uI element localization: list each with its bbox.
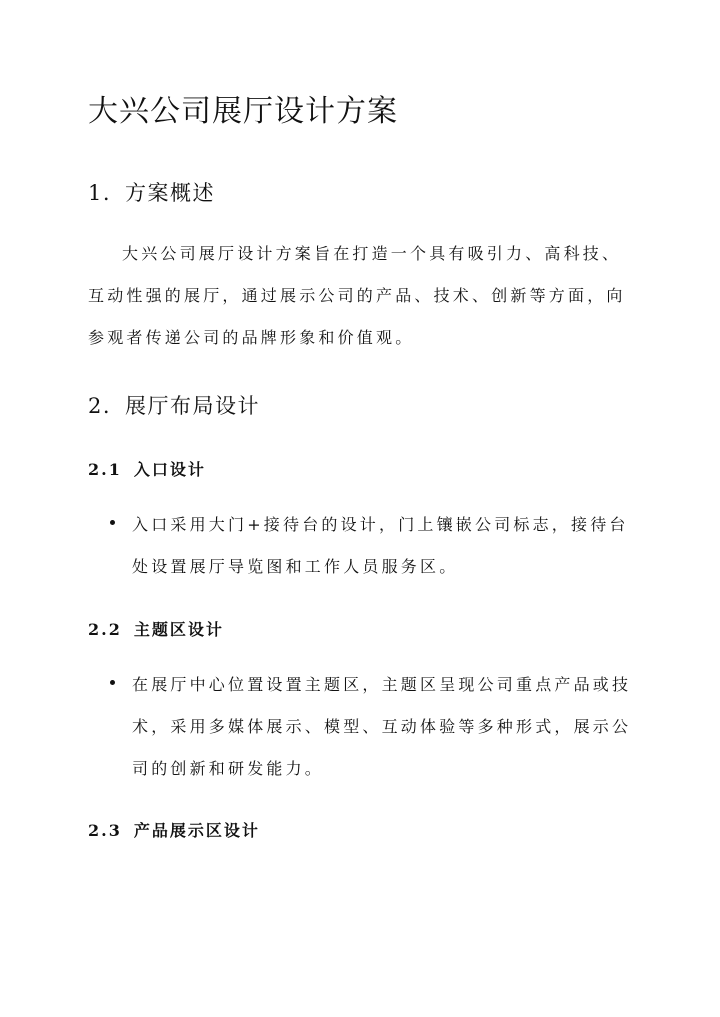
subsection-heading — [88, 617, 224, 640]
list-item — [88, 664, 636, 790]
list-item-text: 在展厅中心位置设置主题区，主题区呈现公司重点产品或技术，采用多媒体展示、模型、互动体验等多种形式，展示公司的创新和研发能力。 — [132, 675, 632, 778]
section-number: 2. — [88, 394, 112, 418]
section-title: 展厅布局设计 — [125, 394, 261, 418]
subsection-heading — [88, 457, 206, 480]
subsection-title: 入口设计 — [133, 460, 206, 479]
bullet-icon — [110, 680, 115, 685]
subsection-title: 主题区设计 — [133, 620, 224, 639]
overview-paragraph: 大兴公司展厅设计方案旨在打造一个具有吸引力、高科技、互动性强的展厅，通过展示公司的产品、技术、创新等方面，向参观者传递公司的品牌形象和价值观。 — [88, 244, 626, 347]
list-item-text: 入口采用大门+接待台的设计，门上镶嵌公司标志，接待台处设置展厅导览图和工作人员服务区。 — [132, 515, 629, 576]
section-heading — [88, 177, 215, 207]
section-title: 方案概述 — [125, 181, 216, 205]
subsection-number: 2.2 — [88, 620, 122, 639]
list-item — [88, 504, 636, 588]
document-title: 大兴公司展厅设计方案 — [88, 94, 398, 129]
subsection-heading — [88, 818, 260, 841]
section-number: 1. — [88, 181, 112, 205]
subsection-number: 2.3 — [88, 821, 122, 840]
subsection-title: 产品展示区设计 — [133, 821, 260, 840]
subsection-number: 2.1 — [88, 460, 122, 479]
bullet-icon — [110, 520, 115, 525]
section-heading — [88, 390, 260, 420]
